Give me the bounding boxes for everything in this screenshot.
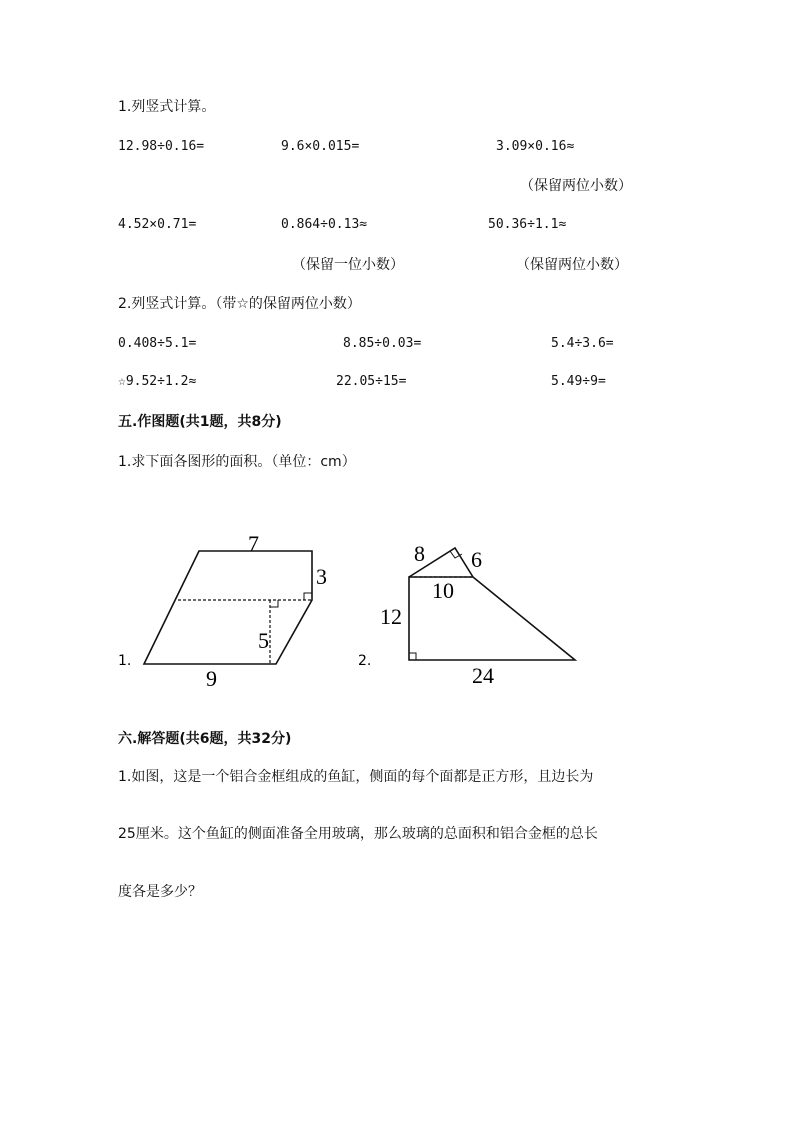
section6-q1-line-1: 1.如图，这是一个铝合金框组成的鱼缸，侧面的每个面都是正方形，且边长为	[118, 769, 594, 785]
section6-q1-line-2: 25厘米。这个鱼缸的侧面准备全用玻璃，那么玻璃的总面积和铝合金框的总长	[118, 826, 598, 842]
q1-r1-expr-2: 9.6×0.015=	[281, 139, 360, 154]
q2-r1-expr-1: 0.408÷5.1=	[118, 336, 197, 351]
fig2-left-label: 12	[380, 604, 402, 629]
q2-r2-expr-3: 5.49÷9=	[551, 374, 606, 389]
fig1-height-label: 5	[258, 628, 269, 653]
fig2-mid-label: 10	[432, 578, 454, 603]
q1-r1-expr-3: 3.09×0.16≈	[496, 139, 575, 154]
section5-heading: 五.作图题(共1题，共8分)	[118, 414, 282, 430]
q2-r1-expr-2: 8.85÷0.03=	[343, 336, 422, 351]
fig2-index: 2.	[358, 653, 372, 669]
section6-q1-line-3: 度各是多少？	[118, 884, 202, 900]
q1-r2-expr-2: 0.864÷0.13≈	[281, 217, 368, 232]
figure-1	[118, 531, 327, 691]
figure-2	[358, 541, 575, 688]
fig2-bottom-label: 24	[472, 663, 494, 688]
q2-r2-expr-1: ☆9.52÷1.2≈	[118, 374, 197, 389]
q1-r2-note-1: （保留一位小数）	[292, 257, 404, 273]
q1-r2-note-2: （保留两位小数）	[516, 257, 628, 273]
section6-heading: 六.解答题(共6题，共32分)	[118, 731, 292, 747]
q1-r1-expr-1: 12.98÷0.16=	[118, 139, 205, 154]
fig2-a-label: 8	[414, 541, 425, 566]
q2-r1-expr-3: 5.4÷3.6=	[551, 336, 614, 351]
fig1-bottom-label: 9	[206, 666, 217, 691]
q1-r2-expr-1: 4.52×0.71=	[118, 217, 197, 232]
q2-r2-expr-2: 22.05÷15=	[336, 374, 407, 389]
fig2-b-label: 6	[471, 547, 482, 572]
q1-title: 1.列竖式计算。	[118, 99, 216, 115]
fig1-side-label: 3	[316, 564, 327, 589]
fig1-index: 1.	[118, 653, 132, 669]
fig1-top-label: 7	[248, 531, 259, 556]
q1-r1-note: （保留两位小数）	[520, 178, 632, 194]
q1-r2-expr-3: 50.36÷1.1≈	[488, 217, 567, 232]
q2-title: 2.列竖式计算。（带☆的保留两位小数）	[118, 296, 361, 312]
figures	[0, 520, 794, 720]
section5-q1: 1.求下面各图形的面积。（单位：cm）	[118, 454, 356, 470]
